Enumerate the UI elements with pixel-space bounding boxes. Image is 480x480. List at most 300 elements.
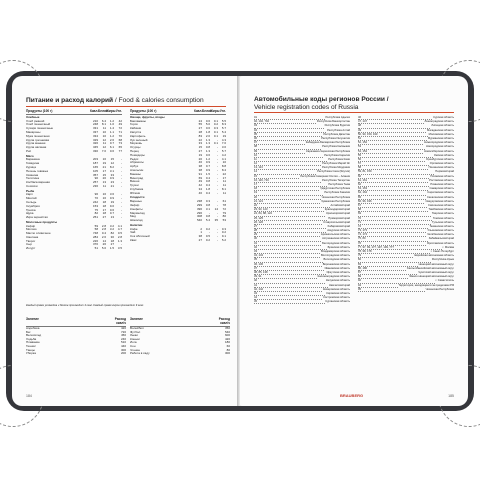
activity-name: Коньки <box>130 337 140 341</box>
table-cell: - <box>121 216 122 220</box>
food-table-1 <box>26 109 122 251</box>
table-cell: 284 <box>92 235 98 239</box>
table-header <box>26 317 126 327</box>
table-cell: 15 <box>198 146 202 150</box>
list-item <box>358 288 454 292</box>
table-cell: 308 <box>196 215 202 219</box>
table-row <box>26 247 122 251</box>
table-cell: 0.4 <box>205 184 210 188</box>
region-name: Республика Алтай <box>327 128 350 132</box>
table-cell: 11 <box>102 184 106 188</box>
product-name: Кофе <box>130 227 138 231</box>
region-name: Ленинградская область <box>424 120 454 124</box>
region-name: Астраханская область <box>322 237 350 241</box>
region-codes: 89 <box>358 275 408 279</box>
region-name: Краснодарский край <box>324 208 350 212</box>
region-codes: 60 <box>358 175 429 179</box>
table-cell: 12 <box>110 162 114 166</box>
product-name: Мармелад <box>130 211 145 215</box>
table-cell: 0.4 <box>205 191 210 195</box>
table-cell: 21 <box>102 165 106 169</box>
table-cell: 0.5 <box>117 232 122 236</box>
activity-name: Теннис <box>26 344 36 348</box>
table-cell: 1.3 <box>205 142 210 146</box>
table-cell: 1.2 <box>205 157 210 161</box>
table-cell: 4.3 <box>221 138 226 142</box>
region-codes: 62 <box>358 183 429 187</box>
region-name: Кемеровская область <box>322 287 350 291</box>
table-cell: 2.6 <box>109 138 114 142</box>
table-cell: 14 <box>214 207 218 211</box>
column-header: Угл. <box>115 109 122 113</box>
table-cell: 0.4 <box>205 176 210 180</box>
table-cell: 0.9 <box>205 168 210 172</box>
product-name: Йогурт <box>26 247 36 251</box>
table-cell: 420 <box>224 337 230 341</box>
table-cell: 60 <box>226 344 230 348</box>
activity-table-1 <box>26 317 126 356</box>
table-cell: 18 <box>102 200 106 204</box>
table-row <box>130 352 230 356</box>
region-name: Пермский край <box>435 170 454 174</box>
table-cell: 0.6 <box>109 208 114 212</box>
table-cell: 299 <box>196 203 202 207</box>
table-cell: 9.1 <box>221 235 226 239</box>
table-cell: 1.1 <box>109 130 114 134</box>
product-name: Клубника <box>130 187 144 191</box>
region-codes: 87 <box>358 271 417 275</box>
table-cell: 27 <box>198 149 202 153</box>
region-codes-col-1 <box>254 116 350 304</box>
table-cell: 300 <box>120 348 126 352</box>
region-name: Белгородская область <box>322 241 350 245</box>
product-name: Напитки <box>130 223 143 227</box>
table-cell: 38 <box>198 165 202 169</box>
region-name: Республика Тыва <box>328 183 350 186</box>
table-cell: 5.0 <box>101 247 106 251</box>
table-cell: 70 <box>118 134 122 138</box>
table-cell: 540 <box>196 219 202 223</box>
product-name: Карп <box>26 193 33 197</box>
region-codes: 54, 154 <box>358 150 423 154</box>
list-item <box>254 300 350 304</box>
table-cell: - <box>121 204 122 208</box>
table-cell: - <box>217 157 218 161</box>
table-cell: 440 <box>120 344 126 348</box>
table-cell: 2 <box>200 227 202 231</box>
table-cell: - <box>217 161 218 165</box>
table-cell: 8.1 <box>221 187 226 191</box>
column-header: Расход ккал/ч <box>114 317 126 325</box>
table-cell: 11 <box>222 180 226 184</box>
product-name: Перец <box>130 149 139 153</box>
table-cell: 51 <box>94 247 98 251</box>
table-cell: 0.7 <box>109 142 114 146</box>
product-name: Сосиски <box>26 184 38 188</box>
table-cell: 68 <box>118 138 122 142</box>
table-cell: 19 <box>198 153 202 157</box>
product-name: Сухари пшеничные <box>26 127 54 131</box>
region-codes: 24, 84, 88, 124 <box>254 212 325 216</box>
table-cell: 18 <box>110 239 114 243</box>
title-ru: Питание и расход калорий <box>26 97 114 104</box>
product-name: Крупа гречневая <box>26 138 50 142</box>
table-cell: 3.2 <box>109 224 114 228</box>
region-codes: 45 <box>254 300 325 304</box>
table-cell: - <box>121 208 122 212</box>
product-name: Сметана <box>26 235 39 239</box>
region-codes: 01 <box>254 116 325 120</box>
table-cell: - <box>217 211 218 215</box>
region-name: Курганская область <box>325 300 350 304</box>
table-cell: 0.1 <box>213 119 218 123</box>
table-cell: 33 <box>110 173 114 177</box>
calorie-note: Каждый грамм углеводов и белков производит 4 ккал. Каждый грамм жиров производит 9 ккал. <box>26 304 144 307</box>
product-name: Картофель <box>130 134 146 138</box>
region-codes: 19 <box>254 191 323 195</box>
region-name: Хабаровский край <box>327 224 350 228</box>
table-cell: 0.6 <box>205 127 210 131</box>
table-cell: - <box>121 173 122 177</box>
table-cell: 0.5 <box>205 235 210 239</box>
table-cell: 15 <box>102 173 106 177</box>
table-cell: 0.8 <box>205 203 210 207</box>
region-codes: 47, 147 <box>358 120 424 124</box>
region-codes: 55 <box>358 154 433 158</box>
table-cell: 11 <box>102 127 106 131</box>
table-cell: 0.1 <box>213 130 218 134</box>
table-cell: - <box>121 165 122 169</box>
region-codes: 17 <box>254 183 327 187</box>
table-cell: 9.0 <box>109 204 114 208</box>
table-cell: 61 <box>222 200 226 204</box>
table-cell: 5.4 <box>221 130 226 134</box>
table-row <box>26 185 122 189</box>
region-codes: 25, 125 <box>254 217 327 221</box>
region-name: Республика Коми <box>328 157 350 161</box>
table-cell: 226 <box>92 239 98 243</box>
product-name: Апельсин <box>130 168 144 172</box>
table-cell: 203 <box>92 158 98 162</box>
product-name: Баранина <box>26 158 40 162</box>
region-codes-col-2 <box>358 116 454 292</box>
table-cell: - <box>209 231 210 235</box>
region-name: Ненецкий автономный округ <box>418 262 454 266</box>
region-codes: 71 <box>358 221 431 225</box>
table-row <box>26 216 122 220</box>
product-name: Горох <box>130 123 138 127</box>
region-name: Пензенская область <box>428 166 454 170</box>
table-cell: 38 <box>198 235 202 239</box>
table-cell: 18 <box>102 204 106 208</box>
table-cell: 19 <box>222 134 226 138</box>
region-name: Архангельская область <box>320 233 350 237</box>
table-cell: 49 <box>118 123 122 127</box>
table-cell: 11 <box>102 142 106 146</box>
table-cell: 27 <box>102 216 106 220</box>
product-name: Абрикосы <box>130 161 144 165</box>
page-number-left: 184 <box>26 394 32 398</box>
region-name: Республика Адыгея <box>325 116 350 119</box>
table-cell: 83 <box>198 134 202 138</box>
product-name: Морковь <box>130 142 143 146</box>
region-codes: 14 <box>254 170 316 174</box>
region-codes: 34, 134 <box>254 254 320 258</box>
region-name: Волгоградская область <box>321 254 350 258</box>
brand-logo: BRAUBERG <box>340 393 364 398</box>
product-name: Колбаса вареная <box>26 181 50 185</box>
region-name: Псковская область <box>430 174 454 178</box>
region-codes: 30 <box>254 237 321 241</box>
table-cell: 4.7 <box>117 228 122 232</box>
table-cell: 10 <box>222 161 226 165</box>
region-codes: 11 <box>254 158 327 162</box>
table-cell: 30 <box>110 235 114 239</box>
activity-name: Аэробика <box>26 327 40 330</box>
table-cell: 1.4 <box>109 127 114 131</box>
column-header: Ккал. <box>194 109 203 113</box>
table-cell: 65 <box>118 146 122 150</box>
table-cell: 13 <box>110 216 114 220</box>
table-cell: 12 <box>102 138 106 142</box>
table-cell: 0.9 <box>109 177 114 181</box>
table-cell: 23 <box>110 181 114 185</box>
region-name: Удмуртская Республика <box>320 187 350 191</box>
product-name: Арбуз <box>130 165 139 169</box>
product-name: Курица <box>26 165 36 169</box>
table-cell: - <box>121 212 122 216</box>
activity-name: Бег <box>26 330 31 334</box>
table-cell: - <box>217 138 218 142</box>
product-name: Варенье <box>130 200 142 204</box>
right-page <box>240 76 468 406</box>
food-table-2 <box>130 109 226 243</box>
region-codes: 29 <box>254 233 320 237</box>
table-cell: 720 <box>120 330 126 334</box>
table-cell: 42 <box>198 184 202 188</box>
region-name: Курская область <box>433 116 454 119</box>
table-cell: 24 <box>198 119 202 123</box>
product-name: Шоколад <box>130 219 143 223</box>
region-name: г. Москва <box>442 245 454 249</box>
region-codes: 77, 97, 99, 177, 197, 199, 777 <box>358 246 442 250</box>
product-name: Скумбрия <box>26 204 40 208</box>
region-name: Ямало-Ненецкий автономный округ <box>409 275 454 279</box>
table-cell: 3.1 <box>109 169 114 173</box>
region-name: Республика Северная Осетия – Алания <box>300 174 350 178</box>
table-cell: 3.6 <box>109 193 114 197</box>
region-codes: 26, 126 <box>254 221 322 225</box>
region-codes: 22 <box>254 204 330 208</box>
table-cell: - <box>217 172 218 176</box>
product-name: Баклажаны <box>130 119 146 123</box>
region-codes: 76 <box>358 242 426 246</box>
region-codes: 33 <box>254 250 320 254</box>
table-cell: 11 <box>222 191 226 195</box>
table-cell: 6.1 <box>109 146 114 150</box>
table-cell: 34 <box>198 187 202 191</box>
table-cell: 77 <box>118 149 122 153</box>
region-name: Челябинская область <box>427 233 454 237</box>
table-cell: 240 <box>120 337 126 341</box>
region-name: Республика Ингушетия <box>321 136 350 140</box>
table-cell: 5.7 <box>221 149 226 153</box>
table-cell: 17 <box>102 208 106 212</box>
region-codes: 49 <box>358 129 426 133</box>
region-codes: 79 <box>358 254 413 258</box>
table-cell: 22 <box>198 138 202 142</box>
table-cell: 2.8 <box>101 224 106 228</box>
product-name: Треска <box>26 208 36 212</box>
product-name: Печень говяжья <box>26 169 49 173</box>
region-name: Амурская область <box>327 229 350 233</box>
region-name: Чукотский автономный округ <box>418 270 454 274</box>
table-cell: 28 <box>198 130 202 134</box>
table-cell: 96 <box>94 193 98 197</box>
table-cell: 3.2 <box>109 228 114 232</box>
region-codes: 72 <box>358 225 428 229</box>
region-name: Республика Калмыкия <box>322 145 350 149</box>
region-codes: 94 <box>358 284 398 288</box>
table-cell: 21 <box>110 184 114 188</box>
table-cell: 42 <box>118 119 122 123</box>
table-cell: - <box>121 177 122 181</box>
region-name: Республика Татарстан <box>322 178 350 182</box>
product-name: Яблоки <box>130 191 141 195</box>
table-cell: 38 <box>198 168 202 172</box>
region-codes: 70 <box>358 217 432 221</box>
activity-name: Велосипед <box>26 334 42 338</box>
table-cell: 105 <box>92 169 98 173</box>
title-rule <box>254 112 454 113</box>
table-cell: 4.1 <box>117 224 122 228</box>
table-row <box>130 192 226 196</box>
table-header <box>130 317 230 327</box>
table-cell: 0.8 <box>205 146 210 150</box>
region-name: Забайкальский край <box>428 237 454 241</box>
table-cell: - <box>217 231 218 235</box>
region-codes: 27 <box>254 225 326 229</box>
activity-name: Сон <box>130 344 136 348</box>
table-cell: 46 <box>198 161 202 165</box>
region-name: Ставропольский край <box>323 220 350 224</box>
product-name: Минтай <box>26 197 37 201</box>
table-cell: 0.1 <box>213 142 218 146</box>
region-name: Новгородская область <box>425 145 454 149</box>
table-cell: - <box>121 200 122 204</box>
table-cell: 8.2 <box>109 165 114 169</box>
table-cell: 0.2 <box>205 238 210 242</box>
table-cell: 3.5 <box>117 247 122 251</box>
region-codes: 40 <box>254 279 325 283</box>
table-cell: 10 <box>102 134 106 138</box>
region-codes: 18 <box>254 187 319 191</box>
table-cell: 79 <box>222 211 226 215</box>
region-codes: 59, 81, 159 <box>358 170 434 174</box>
product-name: Овощи, фрукты, ягоды <box>130 115 165 119</box>
product-name: Крупа манная <box>26 142 46 146</box>
region-name: Тюменская область <box>429 224 454 228</box>
region-name: Оренбургская область <box>426 157 454 161</box>
table-cell: 748 <box>92 232 98 236</box>
region-name: Республика Дагестан <box>323 132 350 136</box>
table-cell: 35 <box>214 219 218 223</box>
region-codes: 82 <box>358 258 431 262</box>
region-codes: 08 <box>254 145 321 149</box>
region-codes: 83 <box>358 263 418 267</box>
product-name: Редис <box>130 157 139 161</box>
table-cell: 329 <box>92 138 98 142</box>
region-codes: 05 <box>254 133 322 137</box>
table-cell: - <box>121 158 122 162</box>
table-cell: - <box>217 200 218 204</box>
title-ru: Автомобильные коды регионов России / <box>254 96 389 103</box>
region-name: Владимирская область <box>321 250 350 253</box>
table-cell: 5.7 <box>221 127 226 131</box>
table-cell: 11 <box>222 184 226 188</box>
region-name: г. Севастополь <box>435 279 454 283</box>
product-name: Рис <box>26 149 32 153</box>
region-codes: 74, 174 <box>358 233 426 237</box>
table-cell: 19 <box>110 200 114 204</box>
product-name: Крупа овсяная <box>26 146 47 150</box>
table-cell: 334 <box>92 134 98 138</box>
region-name: Чеченская Республика <box>425 287 454 291</box>
table-cell: 0.8 <box>205 215 210 219</box>
table-cell: 6.4 <box>101 119 106 123</box>
table-cell: 5.4 <box>205 219 210 223</box>
region-name: Республика Карелия <box>324 153 350 157</box>
product-name: Молоко <box>26 228 37 232</box>
region-name: Чеченская Республика <box>321 195 350 199</box>
region-name: Мурманская область <box>427 136 454 140</box>
region-codes: 65 <box>358 196 426 200</box>
table-cell: 53 <box>222 219 226 223</box>
table-cell: - <box>121 184 122 188</box>
table-cell: 236 <box>92 184 98 188</box>
activity-name: Работа в саду <box>130 352 150 356</box>
product-name: Сельдь <box>26 200 37 204</box>
region-name: Тверская область <box>431 212 454 216</box>
table-cell: 1 <box>200 231 202 235</box>
region-codes: 06 <box>254 137 320 141</box>
region-name: Рязанская область <box>430 183 454 186</box>
column-header: Жиры <box>210 109 220 113</box>
product-name: Сок яблочный <box>130 235 150 239</box>
table-cell: 0.9 <box>205 161 210 165</box>
table-cell: 180 <box>224 341 230 345</box>
region-name: Брянская область <box>327 245 350 249</box>
column-header: Расход ккал/ч <box>218 317 230 325</box>
table-cell: - <box>217 146 218 150</box>
region-codes: 42, 142 <box>254 288 322 292</box>
column-header: Угл. <box>219 109 226 113</box>
table-cell: 0.6 <box>109 149 114 153</box>
table-cell: 27 <box>110 243 114 247</box>
table-cell: 165 <box>92 165 98 169</box>
region-codes: 28 <box>254 229 326 233</box>
region-codes: 57 <box>358 162 429 166</box>
activity-name: Футбол <box>130 330 141 334</box>
table-cell: 326 <box>92 142 98 146</box>
product-name: Мед <box>130 215 136 219</box>
table-cell: 540 <box>224 330 230 334</box>
table-cell: 1.3 <box>205 149 210 153</box>
table-cell: 0.4 <box>101 232 106 236</box>
product-name: Хлеб ржаной <box>26 119 45 123</box>
table-cell: - <box>217 227 218 231</box>
table-cell: 153 <box>92 204 98 208</box>
